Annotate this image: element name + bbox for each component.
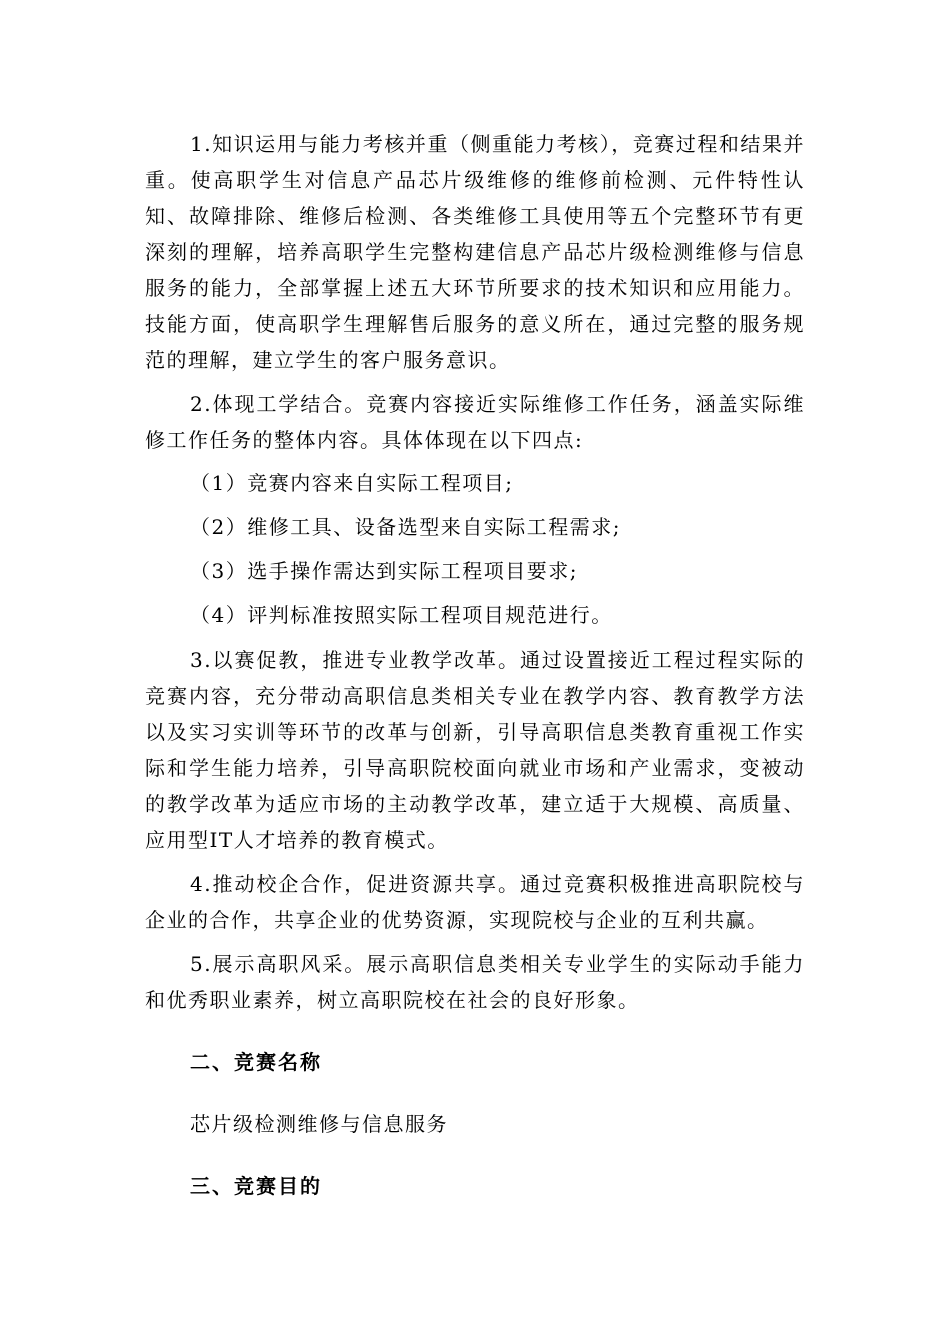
- section-heading-competition-purpose: 三、竞赛目的: [190, 1174, 322, 1198]
- sub-item-2: （2）维修工具、设备选型来自实际工程需求;: [190, 515, 621, 539]
- paragraph-2: 2.体现工学结合。竞赛内容接近实际维修工作任务，涵盖实际维修工作任务的整体内容。具体体现在以下四点:: [145, 392, 805, 452]
- document-page: [145, 126, 805, 1204]
- paragraph-4: 4.推动校企合作，促进资源共享。通过竞赛积极推进高职院校与企业的合作，共享企业的优势资源，实现院校与企业的互利共赢。: [145, 872, 805, 932]
- sub-item-3: （3）选手操作需达到实际工程项目要求;: [190, 559, 578, 583]
- section-heading-competition-name: 二、竞赛名称: [190, 1050, 322, 1074]
- sub-item-4: （4）评判标准按照实际工程项目规范进行。: [190, 603, 613, 627]
- paragraph-3: 3.以赛促教，推进专业教学改革。通过设置接近工程过程实际的竞赛内容，充分带动高职信息类相关专业在教学内容、教育教学方法以及实习实训等环节的改革与创新，引导高职信息类教育重视工作实际和学生能力培养，引导高职院校面向就业市场和产业需求，变被动的教学改革为适应市场的主动教学改革，建立适于大规模、高质量、应用型IT人才培养的教育模式。: [145, 648, 805, 852]
- sub-item-1: （1）竞赛内容来自实际工程项目;: [190, 471, 514, 495]
- competition-name-text: 芯片级检测维修与信息服务: [190, 1112, 448, 1136]
- paragraph-1: 1.知识运用与能力考核并重（侧重能力考核），竞赛过程和结果并重。使高职学生对信息产品芯片级维修的维修前检测、元件特性认知、故障排除、维修后检测、各类维修工具使用等五个完整环节有更深刻的理解，培养高职学生完整构建信息产品芯片级检测维修与信息服务的能力，全部掌握上述五大环节所要求的技术知识和应用能力。技能方面，使高职学生理解售后服务的意义所在，通过完整的服务规范的理解，建立学生的客户服务意识。: [145, 132, 805, 372]
- paragraph-5: 5.展示高职风采。展示高职信息类相关专业学生的实际动手能力和优秀职业素养，树立高职院校在社会的良好形象。: [145, 952, 805, 1012]
